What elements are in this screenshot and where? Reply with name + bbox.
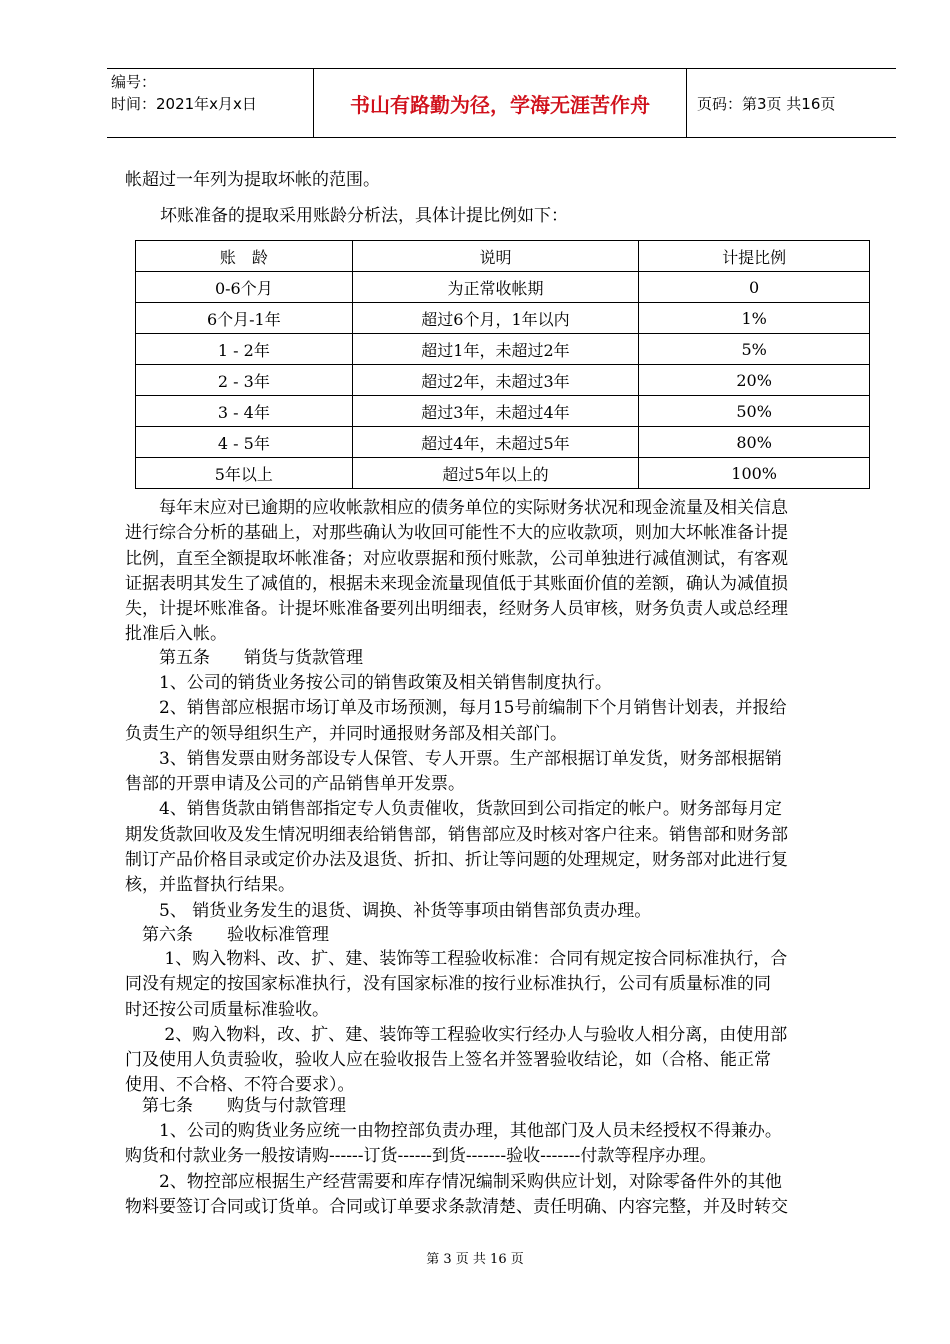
text-line: 进行综合分析的基础上，对那些确认为收回可能性不大的应收款项，则加大坏帐准备计提 <box>125 523 788 544</box>
article-7-body <box>125 1119 880 1220</box>
number-label: 编号： <box>111 73 157 91</box>
table-header-cell: 账 龄 <box>136 241 353 272</box>
bad-debt-ratio-table <box>135 240 870 489</box>
table-row <box>136 427 870 458</box>
table-row <box>136 365 870 396</box>
table-row <box>136 458 870 489</box>
article-6-title: 第六条 验收标准管理 <box>125 925 329 945</box>
text-line: 购货和付款业务一般按请购------订货------到货-------验收-------付款等程序办理。 <box>125 1146 717 1167</box>
text-line: 制订产品价格目录或定价办法及退货、折扣、折让等问题的处理规定，财务部对此进行复 <box>125 850 788 871</box>
table-cell: 超过3年，未超过4年 <box>352 396 639 427</box>
table-cell: 1% <box>639 303 870 334</box>
table-cell: 4 - 5年 <box>136 427 353 458</box>
table-cell: 2 - 3年 <box>136 365 353 396</box>
text-line: 1、公司的销货业务按公司的销售政策及相关销售制度执行。 <box>125 673 612 693</box>
table-cell: 20% <box>639 365 870 396</box>
page-footer: 第 3 页 共 16 页 <box>426 1252 524 1267</box>
page-header <box>107 68 896 138</box>
header-motto: 书山有路勤为径，学海无涯苦作舟 <box>314 69 687 137</box>
table-cell: 超过5年以上的 <box>352 458 639 489</box>
text-line: 2、销售部应根据市场订单及市场预测，每月15号前编制下个月销售计划表，并报给 <box>125 698 787 719</box>
table-cell: 0 <box>639 272 870 303</box>
text-line: 4、销售货款由销售部指定专人负责催收，货款回到公司指定的帐户。财务部每月定 <box>125 799 782 820</box>
table-cell: 超过4年，未超过5年 <box>352 427 639 458</box>
table-cell: 6个月-1年 <box>136 303 353 334</box>
text-line: 核，并监督执行结果。 <box>125 875 295 896</box>
article-5-title: 第五条 销货与货款管理 <box>125 648 363 668</box>
text-line: 使用、不合格、不符合要求）。 <box>125 1075 355 1096</box>
text-line: 售部的开票申请及公司的产品销售单开发票。 <box>125 774 465 795</box>
table-cell: 为正常收帐期 <box>352 272 639 303</box>
table-row <box>136 272 870 303</box>
header-meta <box>107 69 314 137</box>
table-header-cell: 计提比例 <box>639 241 870 272</box>
text-line: 负责生产的领导组织生产，并同时通报财务部及相关部门。 <box>125 723 567 744</box>
table-cell: 1 - 2年 <box>136 334 353 365</box>
article-6-body <box>125 947 880 1099</box>
table-cell: 50% <box>639 396 870 427</box>
table-cell: 0-6个月 <box>136 272 353 303</box>
text-line: 物料要签订合同或订货单。合同或订单要求条款清楚、责任明确、内容完整，并及时转交 <box>125 1196 788 1217</box>
table-row <box>136 396 870 427</box>
table-cell: 5% <box>639 334 870 365</box>
table-header-row <box>136 241 870 272</box>
article-5-body <box>125 671 880 924</box>
table-cell: 超过6个月，1年以内 <box>352 303 639 334</box>
text-line: 比例，直至全额提取坏帐准备；对应收票据和预付账款，公司单独进行减值测试，有客观 <box>125 548 788 569</box>
text-line: 2、购入物料，改、扩、建、装饰等工程验收实行经办人与验收人相分离，由使用部 <box>125 1024 788 1045</box>
table-cell: 3 - 4年 <box>136 396 353 427</box>
text-line: 1、购入物料、改、扩、建、装饰等工程验收标准：合同有规定按合同标准执行，合 <box>125 949 788 969</box>
table-cell: 100% <box>639 458 870 489</box>
table-cell: 5年以上 <box>136 458 353 489</box>
text-line: 失，计提坏账准备。计提坏账准备要列出明细表，经财务人员审核，财务负责人或总经理 <box>125 599 788 620</box>
article-7-title: 第七条 购货与付款管理 <box>125 1096 346 1116</box>
paragraph-bad-debt <box>125 496 880 648</box>
text-line: 门及使用人负责验收，验收人应在验收报告上签名并签署验收结论，如（合格、能正常 <box>125 1050 771 1071</box>
text-line: 期发货款回收及发生情况明细表给销售部，销售部应及时核对客户往来。销售部和财务部 <box>125 824 788 845</box>
text-line: 时还按公司质量标准验收。 <box>125 999 329 1020</box>
table-cell: 80% <box>639 427 870 458</box>
text-line: 批准后入帐。 <box>125 624 227 645</box>
text-line: 2、物控部应根据生产经营需要和库存情况编制采购供应计划，对除零备件外的其他 <box>125 1171 782 1192</box>
text-line: 同没有规定的按国家标准执行，没有国家标准的按行业标准执行，公司有质量标准的同 <box>125 974 771 995</box>
header-page-info: 页码：第3页 共16页 <box>697 94 836 113</box>
text-line: 3、销售发票由财务部设专人保管、专人开票。生产部根据订单发货，财务部根据销 <box>125 748 782 769</box>
text-line: 证据表明其发生了减值的，根据未来现金流量现值低于其账面价值的差额，确认为减值损 <box>125 573 788 594</box>
text-line: 5、 销货业务发生的退货、调换、补货等事项由销售部负责办理。 <box>125 900 652 921</box>
table-row <box>136 334 870 365</box>
text-line: 每年末应对已逾期的应收帐款相应的债务单位的实际财务状况和现金流量及相关信息 <box>125 498 788 518</box>
intro-line-1: 帐超过一年列为提取坏帐的范围。 <box>125 170 380 190</box>
table-header-cell: 说明 <box>352 241 639 272</box>
table-row <box>136 303 870 334</box>
table-cell: 超过1年，未超过2年 <box>352 334 639 365</box>
time-label: 时间：2021年x月x日 <box>111 95 257 113</box>
text-line: 1、公司的购货业务应统一由物控部负责办理，其他部门及人员未经授权不得兼办。 <box>125 1121 782 1141</box>
intro-line-2: 坏账准备的提取采用账龄分析法，具体计提比例如下： <box>160 206 568 226</box>
table-cell: 超过2年，未超过3年 <box>352 365 639 396</box>
